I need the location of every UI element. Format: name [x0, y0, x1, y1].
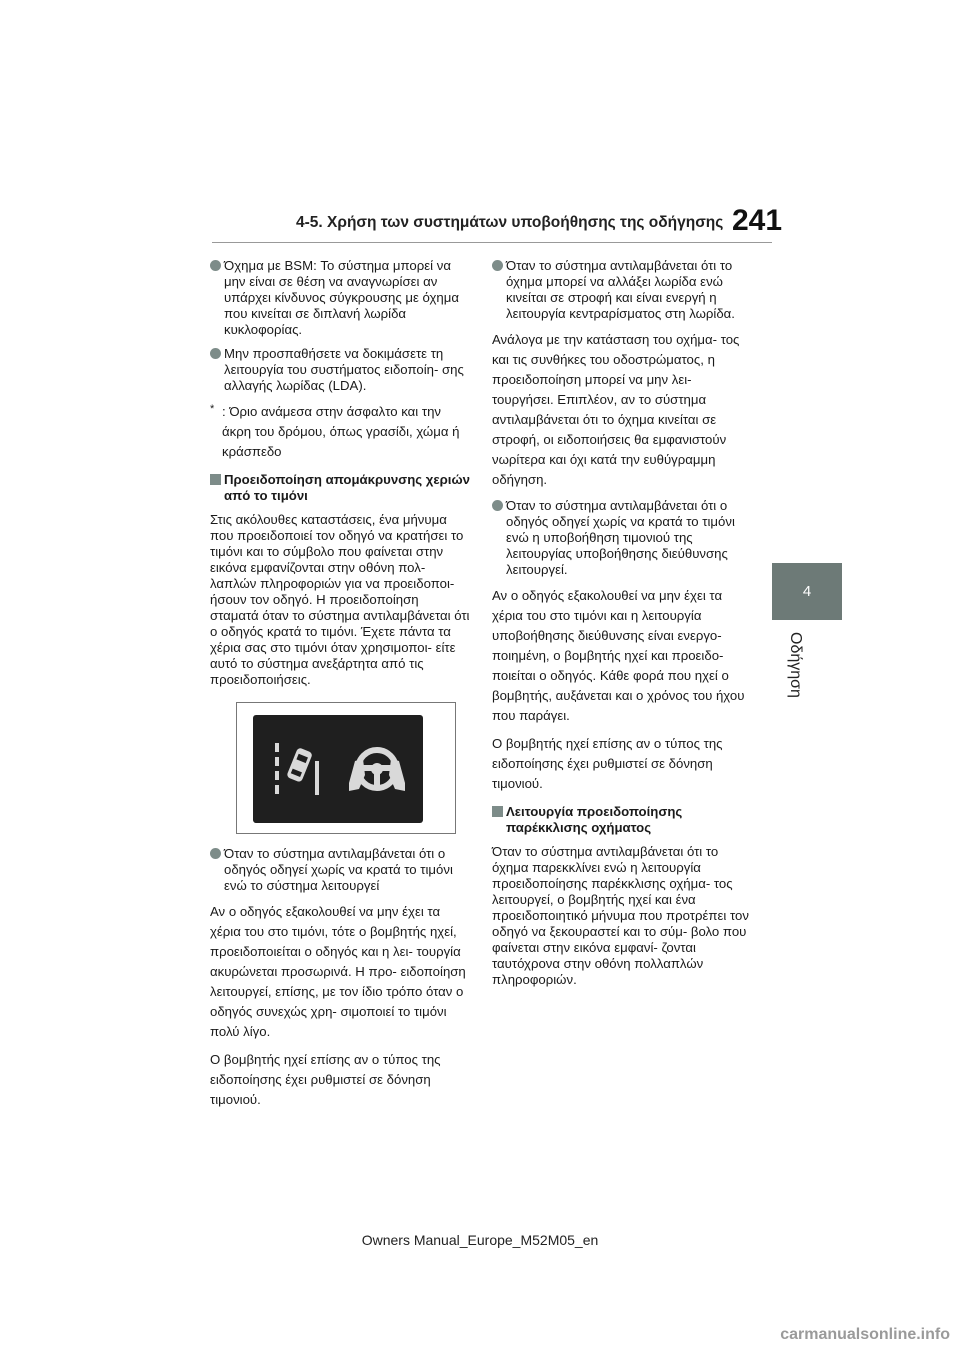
page-number: 241: [732, 204, 783, 237]
lane-departure-icon: [269, 739, 329, 799]
chapter-label-vertical: [786, 632, 826, 712]
subheading-text: Προειδοποίηση απομάκρυνσης χεριών από το τιμόνι: [224, 472, 470, 503]
bullet-text: Όταν το σύστημα αντιλαμβάνεται ότι ο οδηγός οδηγεί χωρίς να κρατά το τιμόνι ενώ το σύστημα λειτουργεί: [224, 846, 453, 893]
bullet-dot-icon: [210, 260, 221, 271]
header-divider: [212, 242, 772, 243]
chapter-tab[interactable]: [772, 563, 842, 620]
subheading: [492, 804, 752, 836]
paragraph: Ο βομβητής ηχεί επίσης αν ο τύπος της ειδοποίησης έχει ρυθμιστεί σε δόνηση τιμονιού.: [492, 736, 723, 791]
square-bullet-icon: [492, 806, 503, 817]
paragraph: Αν ο οδηγός εξακολουθεί να μην έχει τα χέρια του στο τιμόνι, τότε ο βομβητής ηχεί, προειδοποιείται ο οδηγός και η λει- τουργία ακυρώνεται προσωρινά. Η προ- ειδοποίηση λειτουργεί, επίσης, με τον ίδιο τρόπο όταν ο οδηγός συνεχώς χρη- σιμοποιεί το τιμόνι πολύ λίγο.: [210, 904, 466, 1039]
bullet-text: Όταν το σύστημα αντιλαμβάνεται ότι το όχημα μπορεί να αλλάξει λωρίδα ενώ κινείται σε στροφή και είναι ενεργή η λειτουργία κεντραρίσματος στη λωρίδα.: [506, 258, 735, 321]
bullet-dot-icon: [210, 348, 221, 359]
list-item: [210, 258, 470, 338]
list-item: [492, 258, 752, 322]
bullet-text: Όχημα με BSM: Το σύστημα μπορεί να μην είναι σε θέση να αναγνωρίσει αν υπάρχει κίνδυνος σύγκρουσης με όχημα που κινείται σε διπλανή λωρίδα κυκλοφορίας.: [224, 258, 459, 337]
bullet-text: Μην προσπαθήσετε να δοκιμάσετε τη λειτουργία του συστήματος ειδοποίη- σης αλλαγής λωρίδας (LDA).: [224, 346, 464, 393]
paragraph: Ανάλογα με την κατάσταση του οχήμα- τος και τις συνθήκες του οδοστρώματος, η προειδοποίηση μπορεί να μην λει- τουργήσει. Επιπλέον, αν το σύστημα αντιλαμβάνεται ότι το όχημα κινείται σε στροφή, οι ειδοποιήσεις θα εμφανιστούν νωρίτερα και όχι κατά την ευθύγραμμη οδήγηση.: [492, 332, 740, 487]
watermark: carmanualsonline.info: [780, 1326, 950, 1343]
bullet-dot-icon: [210, 848, 221, 859]
footer-manual-id: Owners Manual_Europe_M52M05_en: [361, 1232, 599, 1248]
footnote-text: : Όριο ανάμεσα στην άσφαλτο και την άκρη του δρόμου, όπως γρασίδι, χώμα ή κράσπεδο: [222, 404, 460, 459]
bullet-dot-icon: [492, 260, 503, 271]
footnote: [210, 402, 470, 462]
square-bullet-icon: [210, 474, 221, 485]
paragraph: Ο βομβητής ηχεί επίσης αν ο τύπος της ειδοποίησης έχει ρυθμιστεί σε δόνηση τιμονιού.: [210, 1052, 441, 1107]
bullet-text: Όταν το σύστημα αντιλαμβάνεται ότι ο οδηγός οδηγεί χωρίς να κρατά το τιμόνι ενώ η υποβοήθηση τιμονιού της λειτουργίας υποβοήθησης διεύθυνσης λειτουργεί.: [506, 498, 735, 577]
paragraph: Όταν το σύστημα αντιλαμβάνεται ότι το όχημα παρεκκλίνει ενώ η λειτουργία προειδοποίησης παρέκκλισης οχήμα- τος λειτουργεί, ο βομβητής ηχεί και ένα προειδοποιητικό μήνυμα που προτρέπει τον οδηγό να ξεκουραστεί και το σύμ- βολο που φαίνεται στην εικόνα εμφανί- ζονται ταυτόχρονα στην οθόνη πολλαπλών πληροφοριών.: [492, 844, 749, 987]
section-title: 4-5. Χρήση των συστημάτων υποβοήθησης της οδήγησης: [296, 214, 724, 231]
list-item: [210, 846, 470, 894]
bullet-dot-icon: [492, 500, 503, 511]
display-illustration: [236, 702, 456, 834]
hands-on-steering-wheel-icon: [345, 739, 409, 799]
footnote-marker: *: [210, 403, 215, 415]
subheading: [210, 472, 470, 504]
list-item: [492, 498, 752, 578]
multi-information-display: [253, 715, 423, 823]
chapter-number: 4: [802, 583, 812, 600]
left-column: [210, 258, 470, 1118]
subheading-text: Λειτουργία προειδοποίησης παρέκκλισης οχήματος: [506, 804, 683, 835]
list-item: [210, 346, 470, 394]
chapter-label: Οδήγηση: [787, 632, 804, 698]
paragraph: Αν ο οδηγός εξακολουθεί να μην έχει τα χέρια του στο τιμόνι και η λειτουργία υποβοήθησης διεύθυνσης είναι ενεργο- ποιημένη, ο βομβητής ηχεί και προειδο- ποιείται ο οδηγός. Κάθε φορά που ηχεί ο βομβητής, αυξάνεται και ο χρόνος του ήχου που παράγει.: [492, 588, 745, 723]
right-column: [492, 258, 752, 996]
paragraph: Στις ακόλουθες καταστάσεις, ένα μήνυμα που προειδοποιεί τον οδηγό να κρατήσει το τιμόνι και το σύμβολο που φαίνεται στην εικόνα εμφανίζονται στην οθόνη πολ- λαπλών πληροφοριών για να προειδοποι- ήσουν τον οδηγό. Η προειδοποίηση σταματά όταν το σύστημα αντιλαμβάνεται ότι ο οδηγός κρατά το τιμόνι. Έχετε πάντα τα χέρια σας στο τιμόνι όταν χρησιμοποι- είτε αυτό το σύστημα ανεξάρτητα από τις προειδοποιήσεις.: [210, 512, 470, 687]
